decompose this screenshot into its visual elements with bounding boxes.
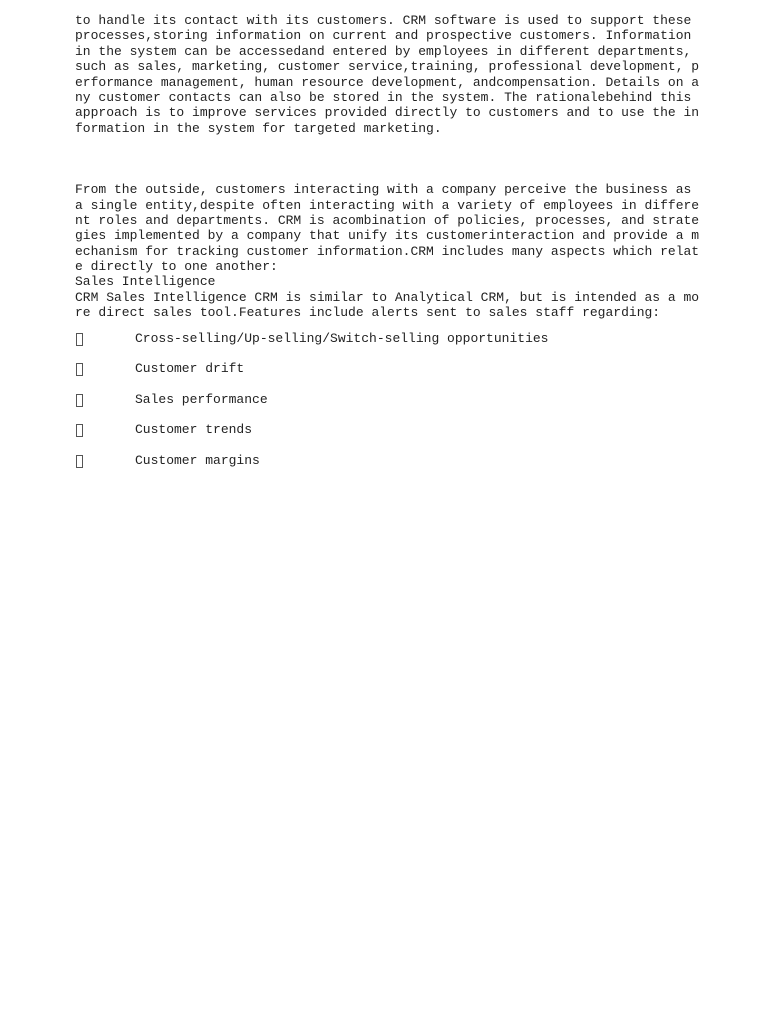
list-item: [75, 331, 695, 362]
text-line: re direct sales tool.Features include alerts sent to sales staff regarding:: [75, 305, 661, 321]
list-item: [75, 422, 695, 453]
list-item-label: Customer margins: [135, 452, 260, 468]
text-line: From the outside, customers interacting with a company perceive the business as: [75, 182, 692, 198]
text-line: echanism for tracking customer information.CRM includes many aspects which relat: [75, 243, 700, 259]
text-line: erformance management, human resource development, andcompensation. Details on a: [75, 74, 700, 90]
list-item-label: Customer drift: [135, 361, 245, 377]
paragraph-spacer: [75, 136, 695, 182]
text-line: CRM Sales Intelligence CRM is similar to Analytical CRM, but is intended as a mo: [75, 289, 700, 305]
text-line: in the system can be accessedand entered by employees in different departments,: [75, 43, 692, 59]
bullet-box-icon: [76, 363, 83, 376]
document-page: [75, 13, 700, 483]
list-item-label: Cross-selling/Up-selling/Switch-selling opportunities: [135, 330, 549, 346]
text-line: gies implemented by a company that unify its customerinteraction and provide a m: [75, 228, 700, 244]
list-item-label: Sales performance: [135, 391, 268, 407]
text-line: to handle its contact with its customers. CRM software is used to support these: [75, 13, 692, 28]
bullet-box-icon: [76, 333, 83, 346]
bullet-box-icon: [76, 394, 83, 407]
text-line: nt roles and departments. CRM is acombination of policies, processes, and strate: [75, 212, 700, 228]
text-line: processes,storing information on current and prospective customers. Information: [75, 28, 692, 44]
text-line: approach is to improve services provided directly to customers and to use the in: [75, 105, 700, 121]
section-heading: Sales Intelligence: [75, 274, 216, 290]
text-line: e directly to one another:: [75, 259, 278, 275]
bullet-box-icon: [76, 424, 83, 437]
bullet-list: [75, 331, 695, 484]
text-line: such as sales, marketing, customer service,training, professional development, p: [75, 59, 700, 75]
paragraph-crm-software: [75, 13, 700, 136]
list-item: [75, 453, 695, 484]
list-item-label: Customer trends: [135, 422, 253, 438]
text-line: a single entity,despite often interacting with a variety of employees in differe: [75, 197, 700, 213]
text-line: ny customer contacts can also be stored in the system. The rationalebehind this: [75, 89, 692, 105]
paragraph-crm-overview: [75, 182, 700, 321]
list-item: [75, 361, 695, 392]
list-item: [75, 392, 695, 423]
text-line: formation in the system for targeted marketing.: [75, 120, 442, 136]
bullet-box-icon: [76, 455, 83, 468]
